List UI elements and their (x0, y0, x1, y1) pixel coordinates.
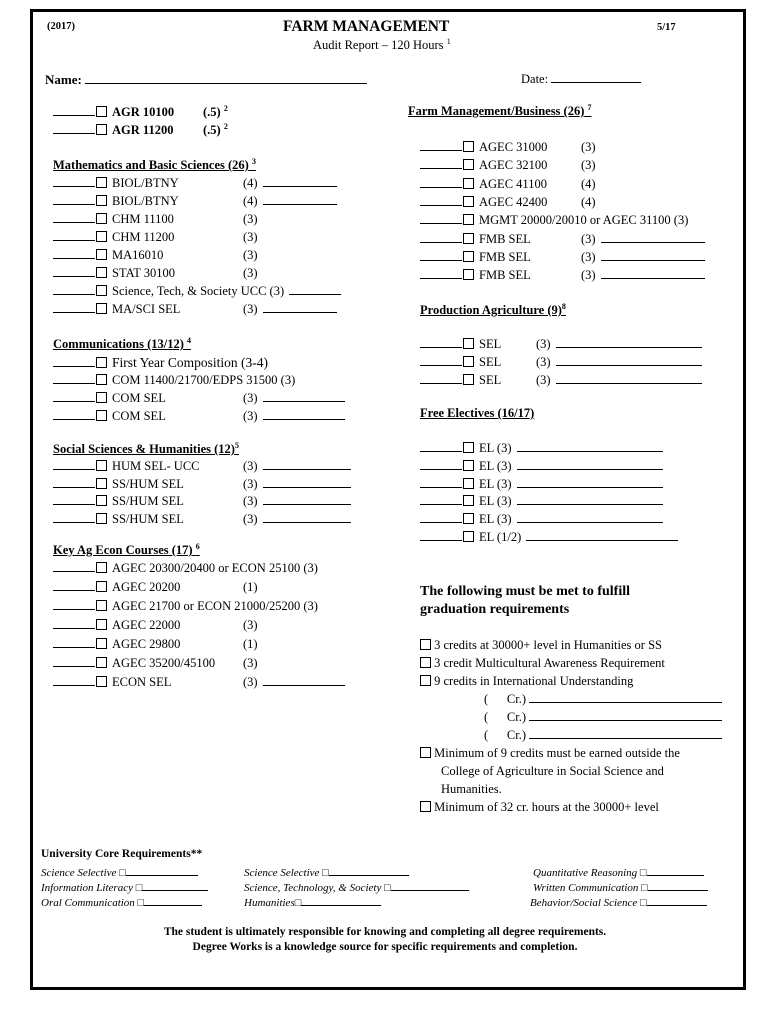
list-item[interactable] (420, 231, 705, 248)
list-item[interactable] (53, 476, 351, 493)
checkbox[interactable] (463, 251, 474, 262)
blank-line[interactable] (420, 269, 462, 279)
course-credits: (1) (243, 637, 258, 651)
checkbox[interactable] (96, 195, 107, 206)
checkbox[interactable] (96, 513, 107, 524)
requirement-text: Humanities. (441, 782, 502, 796)
checkbox[interactable] (96, 619, 107, 630)
list-item[interactable] (420, 212, 688, 229)
section-heading-free-electives: Free Electives (16/17) (420, 406, 535, 420)
checkbox[interactable] (96, 638, 107, 649)
blank-line[interactable] (53, 562, 95, 572)
checkbox[interactable] (463, 141, 474, 152)
course-credits: (3) (581, 158, 596, 173)
year-label: (2017) (47, 21, 75, 32)
course-name: SEL (479, 337, 502, 351)
checkbox[interactable] (463, 513, 474, 524)
section-heading-social: Social Sciences & Humanities $(12)^5$ (53, 440, 239, 456)
list-item[interactable] (420, 458, 663, 475)
course-name: SS/HUM SEL (112, 494, 184, 508)
blank-line[interactable] (420, 442, 462, 452)
course-name: FMB SEL (479, 231, 531, 246)
section-heading-key-ag: Key Ag Econ Courses (17) $^6$ (53, 541, 200, 557)
list-item[interactable] (420, 493, 663, 510)
list-item[interactable] (53, 354, 268, 371)
blank-line[interactable] (420, 531, 462, 541)
blank-line[interactable] (53, 249, 95, 259)
ucore-item[interactable]: Behavior/Social Science □ (530, 896, 707, 909)
checkbox[interactable] (96, 267, 107, 278)
course-name: Science, Tech, & Society UCC (3) (112, 284, 285, 298)
course-credits: (3) (243, 675, 258, 689)
course-name: AGEC 41100 (479, 176, 547, 191)
checkbox[interactable] (96, 231, 107, 242)
checkbox[interactable] (96, 106, 107, 117)
section-heading-production: Production Agriculture $(9)^8$ (420, 301, 566, 317)
course-name: COM SEL (112, 409, 166, 423)
graduation-heading-2: graduation requirements (420, 602, 570, 617)
requirement-item[interactable]: Minimum of 32 cr. hours at the 30000+ level (420, 800, 659, 815)
requirement-item[interactable]: 3 credits at 30000+ level in Humanities or SS (420, 638, 662, 653)
date-field[interactable]: Date: (521, 72, 641, 87)
course-credits: (3) (536, 373, 551, 387)
course-name: AGEC 21700 or ECON 21000/25200 (3) (112, 599, 318, 613)
fill-blank[interactable] (289, 285, 341, 295)
course-name: COM 11400/21700/EDPS 31500 (3) (112, 373, 296, 387)
version-label: 5/17 (657, 22, 676, 33)
course-name: MGMT 20000/20010 or AGEC 31100 (3) (479, 213, 689, 228)
course-name: EL (3) (479, 441, 512, 455)
course-credits: (3) (243, 409, 258, 423)
fill-blank[interactable] (263, 392, 345, 402)
blank-line[interactable] (53, 392, 95, 402)
list-item[interactable] (420, 476, 663, 493)
list-item[interactable] (53, 372, 295, 389)
fill-blank[interactable] (263, 513, 351, 523)
blank-line[interactable] (420, 356, 462, 366)
blank-line[interactable] (53, 410, 95, 420)
course-name: STAT 30100 (112, 266, 176, 280)
course-name: AGEC 22000 (112, 618, 181, 632)
fill-blank[interactable] (263, 195, 337, 205)
ucore-item[interactable]: Science Selective □ (41, 866, 198, 879)
list-item[interactable] (53, 560, 318, 577)
list-item[interactable] (53, 408, 345, 425)
checkbox[interactable] (96, 285, 107, 296)
requirement-item[interactable]: 3 credit Multicultural Awareness Requirement (420, 656, 665, 671)
course-name: CHM 11100 (112, 212, 174, 226)
ucore-item[interactable]: Oral Communication □ (41, 896, 202, 909)
list-item[interactable] (420, 336, 702, 353)
course-credits: (3) (243, 459, 258, 473)
fill-blank[interactable] (263, 460, 351, 470)
checkbox[interactable] (463, 374, 474, 385)
blank-line[interactable] (420, 233, 462, 243)
list-item[interactable] (53, 283, 341, 300)
checkbox[interactable] (96, 495, 107, 506)
blank-line[interactable] (53, 581, 95, 591)
blank-line[interactable] (53, 285, 95, 295)
list-item[interactable] (420, 354, 702, 371)
checkbox[interactable] (463, 442, 474, 453)
fill-blank[interactable] (556, 374, 702, 384)
fill-blank[interactable] (526, 531, 678, 541)
list-item[interactable] (420, 176, 596, 193)
checkbox[interactable] (96, 460, 107, 471)
fill-blank[interactable] (263, 676, 345, 686)
course-credits: (4) (581, 194, 596, 209)
course-credits: (3) (243, 248, 258, 262)
fill-blank[interactable] (601, 233, 705, 243)
course-credits: (3) (243, 266, 258, 280)
course-name: BIOL/BTNY (112, 194, 179, 208)
requirement-item[interactable]: 9 credits in International Understanding (420, 674, 633, 689)
checkbox[interactable] (420, 657, 431, 668)
checkbox[interactable] (96, 249, 107, 260)
blank-line[interactable] (53, 177, 95, 187)
list-item[interactable] (53, 655, 258, 672)
course-name: EL (1/2) (479, 530, 522, 544)
course-name: ECON SEL (112, 675, 172, 689)
checkbox[interactable] (96, 392, 107, 403)
fill-blank[interactable] (601, 269, 705, 279)
graduation-heading-1: The following must be met to fulfill (420, 584, 630, 599)
checkbox[interactable] (96, 410, 107, 421)
blank-line[interactable] (53, 267, 95, 277)
list-item[interactable] (420, 372, 702, 389)
course-name: SS/HUM SEL (112, 511, 184, 526)
course-credits: (3) (243, 391, 258, 405)
list-item[interactable] (53, 674, 345, 691)
course-credits: (4) (243, 176, 258, 190)
checkbox[interactable] (96, 213, 107, 224)
section-heading-farm: Farm Management/Business (26) $^7$ (408, 102, 592, 118)
blank-line[interactable] (420, 159, 462, 169)
course-name: AGEC 35200/45100 (112, 656, 216, 670)
checkbox[interactable] (463, 460, 474, 471)
checkbox[interactable] (463, 356, 474, 367)
fill-blank[interactable] (263, 495, 351, 505)
list-item[interactable] (420, 194, 596, 211)
list-item[interactable] (420, 139, 596, 156)
blank-line[interactable] (53, 619, 95, 629)
blank-line[interactable] (53, 303, 95, 313)
course-name: AGEC 20300/20400 or ECON 25100 (3) (112, 561, 318, 575)
list-item[interactable] (53, 247, 258, 264)
list-item[interactable] (420, 529, 678, 546)
blank-line[interactable] (53, 374, 95, 384)
blank-line[interactable] (53, 478, 95, 488)
course-credits: (3) (243, 302, 258, 316)
fill-blank[interactable] (517, 442, 663, 452)
list-item[interactable] (53, 493, 351, 510)
list-item[interactable] (53, 598, 318, 615)
checkbox[interactable] (96, 657, 107, 668)
blank-line[interactable] (420, 196, 462, 206)
course-name: SS/HUM SEL (112, 476, 184, 491)
fill-blank[interactable] (263, 478, 351, 488)
checkbox[interactable] (420, 675, 431, 686)
requirement-item[interactable]: Minimum of 9 credits must be earned outside the (420, 746, 680, 761)
fill-blank[interactable] (556, 356, 702, 366)
course-name: First Year Composition (3-4) (112, 355, 269, 370)
course-name: EL (3) (479, 458, 512, 473)
blank-line[interactable] (420, 513, 462, 523)
fill-blank[interactable] (263, 177, 337, 187)
checkbox[interactable] (463, 269, 474, 280)
blank-line[interactable] (53, 513, 95, 523)
course-name: FMB SEL (479, 249, 531, 264)
course-credits: (4) (243, 194, 258, 208)
page-subtitle: Audit Report – 120 Hours $^1$ (313, 36, 451, 52)
ucore-item[interactable]: Quantitative Reasoning □ (533, 866, 704, 879)
list-item[interactable] (53, 301, 337, 318)
list-item[interactable] (53, 636, 258, 653)
list-item[interactable]: AGR 11200 (.5) $^2$ (53, 122, 228, 139)
course-name: HUM SEL- UCC (112, 459, 200, 473)
course-name: SEL (479, 355, 502, 369)
course-name: MA16010 (112, 248, 164, 262)
blank-line[interactable] (420, 251, 462, 261)
course-credits: (3) (536, 355, 551, 369)
fill-blank[interactable] (517, 513, 663, 523)
checkbox[interactable] (420, 801, 431, 812)
fill-blank[interactable] (601, 251, 705, 261)
course-credits: (3) (581, 140, 596, 154)
blank-line[interactable] (53, 357, 95, 367)
fill-blank[interactable] (517, 478, 663, 488)
course-name: EL (3) (479, 476, 512, 491)
blank-line[interactable] (53, 231, 95, 241)
course-credits: (3) (581, 268, 596, 283)
checkbox[interactable] (463, 338, 474, 349)
blank-line[interactable] (420, 338, 462, 348)
checkbox[interactable] (96, 124, 107, 135)
fill-blank[interactable] (263, 303, 337, 313)
list-item[interactable] (53, 390, 345, 407)
section-heading-math: Mathematics and Basic Sciences (26) $^3$ (53, 156, 256, 172)
list-item[interactable] (53, 458, 351, 475)
ucore-item[interactable]: Science, Technology, & Society □ (244, 881, 469, 894)
fill-blank[interactable] (263, 410, 345, 420)
course-name: COM SEL (112, 391, 166, 405)
list-item[interactable] (53, 175, 337, 192)
course-name: EL (3) (479, 512, 512, 527)
blank-line[interactable] (420, 374, 462, 384)
list-item[interactable] (53, 265, 258, 282)
fill-blank[interactable] (517, 495, 663, 505)
course-credits: (3) (243, 476, 258, 491)
course-name: AGEC 29800 (112, 637, 181, 651)
footer-line-2: Degree Works is a knowledge source for specific requirements and completion. (192, 941, 578, 953)
course-credits: (1) (243, 580, 258, 594)
blank-line[interactable] (420, 478, 462, 488)
course-name: AGEC 31000 (479, 140, 548, 154)
checkbox[interactable] (96, 581, 107, 592)
checkbox[interactable] (420, 747, 431, 758)
footer-line-1: The student is ultimately responsible for knowing and completing all degree requirements. (163, 926, 607, 938)
list-item[interactable] (420, 249, 705, 266)
course-credits: (3) (581, 249, 596, 264)
course-name: AGEC 20200 (112, 580, 181, 594)
ucore-item[interactable]: Information Literacy □ (41, 881, 208, 894)
blank-line[interactable] (53, 495, 95, 505)
cr-row[interactable]: ( Cr.) (484, 692, 722, 707)
checkbox[interactable] (96, 478, 107, 489)
checkbox[interactable] (463, 531, 474, 542)
list-item[interactable] (420, 511, 663, 528)
section-heading-communications: Communications (13/12) $^4$ (53, 335, 192, 351)
checkbox[interactable] (96, 600, 107, 611)
list-item[interactable] (53, 511, 351, 528)
requirement-text: College of Agriculture in Social Science and (441, 764, 664, 778)
course-name: SEL (479, 373, 502, 387)
list-item[interactable] (420, 440, 663, 457)
checkbox[interactable] (463, 196, 474, 207)
checkbox[interactable] (463, 159, 474, 170)
checkbox[interactable] (96, 303, 107, 314)
list-item[interactable] (420, 157, 596, 174)
list-item[interactable] (53, 617, 258, 634)
cr-row[interactable]: ( Cr.) (484, 710, 722, 725)
fill-blank[interactable] (517, 460, 663, 470)
list-item[interactable] (53, 229, 258, 246)
blank-line[interactable] (53, 195, 95, 205)
blank-line[interactable] (420, 141, 462, 151)
checkbox[interactable] (463, 214, 474, 225)
blank-line[interactable] (53, 460, 95, 470)
blank-line[interactable] (53, 213, 95, 223)
checkbox[interactable] (463, 233, 474, 244)
ucore-item[interactable]: Science Selective □ (244, 866, 409, 879)
course-name: EL (3) (479, 494, 512, 509)
ucore-heading: University Core Requirements** (41, 848, 203, 860)
course-credits: (3) (581, 231, 596, 246)
list-item[interactable]: AGR 10100 (.5) $^2$ (53, 104, 228, 121)
ucore-item[interactable]: Humanities□ (244, 896, 381, 909)
checkbox[interactable] (96, 676, 107, 687)
course-credits: (3) (243, 230, 258, 244)
course-name: AGEC 32100 (479, 158, 548, 173)
ucore-item[interactable]: Written Communication □ (533, 881, 708, 894)
list-item[interactable] (53, 579, 258, 596)
course-credits: (3) (243, 511, 258, 526)
blank-line[interactable] (53, 600, 95, 610)
checkbox[interactable] (96, 562, 107, 573)
cr-row[interactable]: ( Cr.) (484, 728, 722, 743)
course-credits: (3) (243, 618, 258, 632)
blank-line[interactable] (420, 460, 462, 470)
name-field[interactable]: Name: (45, 72, 367, 88)
checkbox[interactable] (463, 478, 474, 489)
blank-line[interactable] (420, 178, 462, 188)
course-name: BIOL/BTNY (112, 176, 179, 190)
fill-blank[interactable] (556, 338, 702, 348)
checkbox[interactable] (96, 357, 107, 368)
blank-line[interactable] (53, 657, 95, 667)
course-name: FMB SEL (479, 268, 531, 283)
course-name: MA/SCI SEL (112, 302, 181, 316)
course-credits: (3) (243, 212, 258, 226)
course-credits: (3) (243, 494, 258, 508)
checkbox[interactable] (463, 178, 474, 189)
checkbox[interactable] (420, 639, 431, 650)
checkbox[interactable] (96, 177, 107, 188)
blank-line[interactable] (420, 495, 462, 505)
course-name: AGEC 42400 (479, 194, 548, 209)
blank-line[interactable] (53, 638, 95, 648)
list-item[interactable] (53, 193, 337, 210)
checkbox[interactable] (463, 495, 474, 506)
blank-line[interactable] (53, 676, 95, 686)
course-credits: (4) (581, 176, 596, 191)
blank-line[interactable] (420, 214, 462, 224)
course-name: CHM 11200 (112, 230, 175, 244)
course-credits: (3) (243, 656, 258, 670)
page-title: FARM MANAGEMENT (283, 18, 450, 35)
list-item[interactable] (53, 211, 258, 228)
course-credits: (3) (536, 337, 551, 351)
checkbox[interactable] (96, 374, 107, 385)
list-item[interactable] (420, 267, 705, 284)
